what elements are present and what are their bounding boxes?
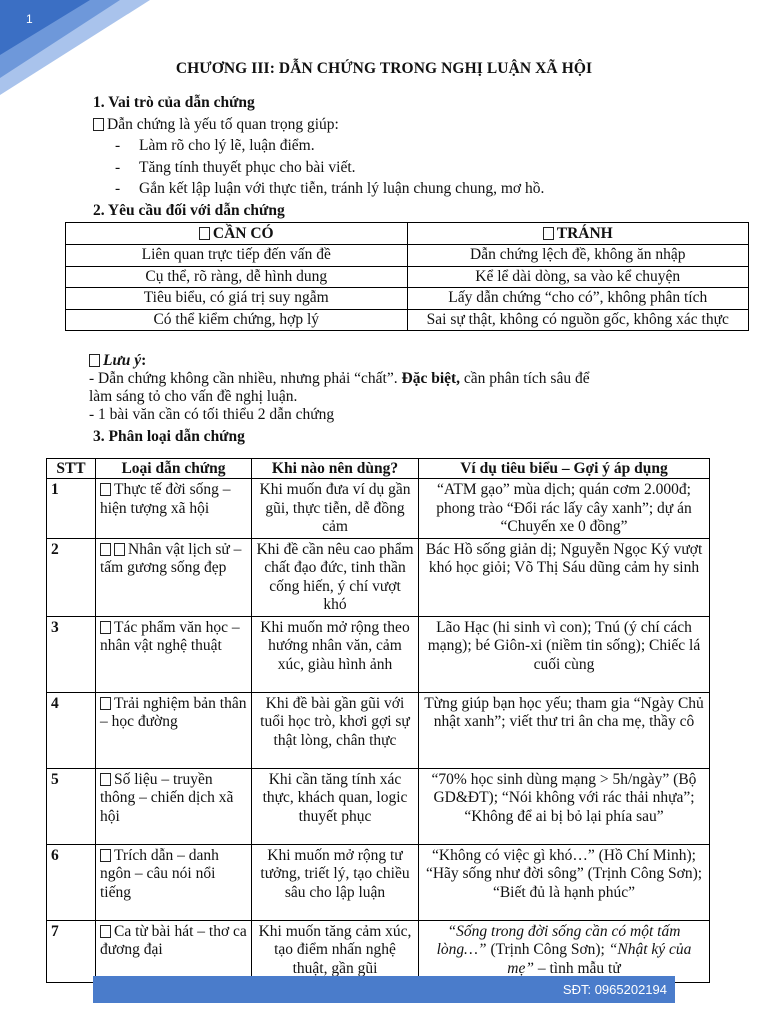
- checkbox-glyph-icon: [199, 227, 210, 240]
- when-cell: Khi đề bài gần gũi với tuổi học trò, khơi gợi sự thật lòng, chân thực: [252, 692, 419, 768]
- example-cell: “ATM gạo” mùa dịch; quán cơm 2.000đ; phong trào “Đổi rác lấy cây xanh”; dự án “Chuyến xe 0 đồng”: [419, 479, 710, 539]
- type-cell: [96, 616, 252, 692]
- section-1-intro: [93, 114, 693, 136]
- row-number: 4: [47, 692, 96, 768]
- when-cell: Khi đề cần nêu cao phẩm chất đạo đức, tinh thần cống hiến, ý chí vượt khó: [252, 538, 419, 616]
- page-number: 1: [26, 12, 33, 26]
- checkbox-glyph-icon: [100, 483, 111, 496]
- role-list: [93, 135, 693, 200]
- checkbox-glyph-icon: [100, 621, 111, 634]
- table-cell: Dẫn chứng lệch đề, không ăn nhập: [407, 245, 749, 267]
- table-row: [47, 479, 710, 539]
- checkbox-glyph-icon: [100, 849, 111, 862]
- type-cell: [96, 538, 252, 616]
- section-1: [93, 92, 693, 221]
- checkbox-glyph-icon: [89, 354, 100, 367]
- note-label: Lưu ý: [103, 352, 142, 369]
- table-row: [47, 538, 710, 616]
- note-text: - Dẫn chứng không cần nhiều, nhưng phải “chất”.: [89, 370, 402, 387]
- type-text: Nhân vật lịch sử – tấm gương sống đẹp: [100, 540, 242, 576]
- header-stt: STT: [47, 459, 96, 479]
- example-italic: “Nhật ký của mẹ”: [507, 941, 692, 977]
- type-text: Thực tế đời sống – hiện tượng xã hội: [100, 481, 231, 517]
- type-text: Tác phẩm văn học – nhân vật nghệ thuật: [100, 618, 240, 654]
- header-label: TRÁNH: [556, 224, 613, 242]
- example-cell: Bác Hồ sống giản dị; Nguyễn Ngọc Ký vượt khó học giỏi; Võ Thị Sáu dũng cảm hy sinh: [419, 538, 710, 616]
- note-bold: Đặc biệt,: [401, 370, 461, 387]
- example-text: – tình mẫu tử: [533, 959, 621, 977]
- type-text: Trải nghiệm bản thân – học đường: [100, 694, 247, 730]
- section-3-heading: 3. Phân loại dẫn chứng: [93, 428, 245, 445]
- row-number: 3: [47, 616, 96, 692]
- requirements-table: [65, 222, 749, 331]
- checkbox-glyph-icon: [93, 118, 104, 131]
- type-cell: [96, 692, 252, 768]
- type-text: Ca từ bài hát – thơ ca đương đại: [100, 922, 247, 958]
- table-row: [66, 266, 749, 288]
- table-header-row: [66, 223, 749, 245]
- type-cell: [96, 920, 252, 982]
- example-cell: “70% học sinh dùng mạng > 5h/ngày” (Bộ GD&ĐT); “Nói không với rác thải nhựa”; “Không để ai bị bỏ lại phía sau”: [419, 768, 710, 844]
- when-cell: Khi muốn mở rộng theo hướng nhân văn, cảm xúc, giàu hình ảnh: [252, 616, 419, 692]
- header-type: Loại dẫn chứng: [96, 459, 252, 479]
- list-item: - Tăng tính thuyết phục cho bài viết.: [115, 157, 693, 179]
- footer-bar: [93, 976, 675, 1003]
- header-when: Khi nào nên dùng?: [252, 459, 419, 479]
- type-text: Trích dẫn – danh ngôn – câu nói nổi tiếng: [100, 846, 219, 901]
- type-text: Số liệu – truyền thông – chiến dịch xã hội: [100, 770, 234, 825]
- note-line-3: - 1 bài văn cần có tối thiểu 2 dẫn chứng: [89, 406, 335, 423]
- corner-decoration: [0, 0, 160, 100]
- table-row: [47, 692, 710, 768]
- table-row: [66, 245, 749, 267]
- header-label: CẦN CÓ: [212, 224, 274, 242]
- table-row: [47, 920, 710, 982]
- checkbox-glyph-icon: [100, 925, 111, 938]
- checkbox-glyph-icon: [114, 543, 125, 556]
- list-item: - Gắn kết lập luận với thực tiễn, tránh lý luận chung chung, mơ hồ.: [115, 178, 693, 200]
- example-italic: “Sống trong đời sống cần có một tấm lòng…”: [436, 922, 681, 958]
- example-cell: Lão Hạc (hi sinh vì con); Tnú (ý chí cách mạng); bé Giôn-xi (niềm tin sống); Chiếc lá cuối cùng: [419, 616, 710, 692]
- table-cell: Cụ thể, rõ ràng, dễ hình dung: [66, 266, 408, 288]
- table-cell: Sai sự thật, không có nguồn gốc, không xác thực: [407, 309, 749, 331]
- type-cell: [96, 768, 252, 844]
- section-2-heading: 2. Yêu cầu đối với dẫn chứng: [93, 201, 285, 219]
- example-cell: [419, 920, 710, 982]
- footer-phone: SĐT: 0965202194: [562, 982, 667, 997]
- type-cell: [96, 844, 252, 920]
- row-number: 2: [47, 538, 96, 616]
- classification-table: [46, 458, 710, 983]
- table-header-row: [47, 459, 710, 479]
- table-cell: Có thể kiểm chứng, hợp lý: [66, 309, 408, 331]
- table-row: [66, 309, 749, 331]
- table-cell: Tiêu biểu, có giá trị suy ngẫm: [66, 288, 408, 310]
- when-cell: Khi muốn đưa ví dụ gần gũi, thực tiễn, dễ đồng cảm: [252, 479, 419, 539]
- when-cell: Khi cần tăng tính xác thực, khách quan, logic thuyết phục: [252, 768, 419, 844]
- note-block: [89, 352, 689, 424]
- list-item: - Làm rõ cho lý lẽ, luận điểm.: [115, 135, 693, 157]
- example-cell: Từng giúp bạn học yếu; tham gia “Ngày Chủ nhật xanh”; viết thư tri ân cha mẹ, thầy cô: [419, 692, 710, 768]
- table-cell: Liên quan trực tiếp đến vấn đề: [66, 245, 408, 267]
- checkbox-glyph-icon: [100, 697, 111, 710]
- table-row: [47, 616, 710, 692]
- header-can-co: [66, 223, 408, 245]
- note-text: cần phân tích sâu để: [460, 370, 590, 387]
- table-cell: Kể lể dài dòng, sa vào kể chuyện: [407, 266, 749, 288]
- header-tranh: [407, 223, 749, 245]
- table-row: [47, 844, 710, 920]
- table-cell: Lấy dẫn chứng “cho có”, không phân tích: [407, 288, 749, 310]
- table-row: [47, 768, 710, 844]
- type-cell: [96, 479, 252, 539]
- table-row: [66, 288, 749, 310]
- row-number: 1: [47, 479, 96, 539]
- chapter-title: CHƯƠNG III: DẪN CHỨNG TRONG NGHỊ LUẬN XÃ HỘI: [175, 60, 593, 77]
- row-number: 7: [47, 920, 96, 982]
- note-line-2: làm sáng tỏ cho vấn đề nghị luận.: [89, 388, 298, 405]
- when-cell: Khi muốn mở rộng tư tưởng, triết lý, tạo chiều sâu cho lập luận: [252, 844, 419, 920]
- note-line-1: [89, 370, 689, 388]
- checkbox-glyph-icon: [100, 773, 111, 786]
- note-colon: :: [141, 352, 147, 369]
- row-number: 6: [47, 844, 96, 920]
- intro-text: Dẫn chứng là yếu tố quan trọng giúp:: [107, 115, 339, 133]
- example-cell: “Không có việc gì khó…” (Hồ Chí Minh); “Hãy sống như đời sông” (Trịnh Công Sơn); “Biết đủ là hạnh phúc”: [419, 844, 710, 920]
- when-cell: Khi muốn tăng cảm xúc, tạo điểm nhấn nghệ thuật, gần gũi: [252, 920, 419, 982]
- header-example: Ví dụ tiêu biểu – Gợi ý áp dụng: [419, 459, 710, 479]
- checkbox-glyph-icon: [100, 543, 111, 556]
- row-number: 5: [47, 768, 96, 844]
- section-1-heading: 1. Vai trò của dẫn chứng: [93, 94, 255, 111]
- note-label-line: [89, 352, 689, 370]
- checkbox-glyph-icon: [543, 227, 554, 240]
- example-text: (Trịnh Công Sơn);: [486, 941, 609, 958]
